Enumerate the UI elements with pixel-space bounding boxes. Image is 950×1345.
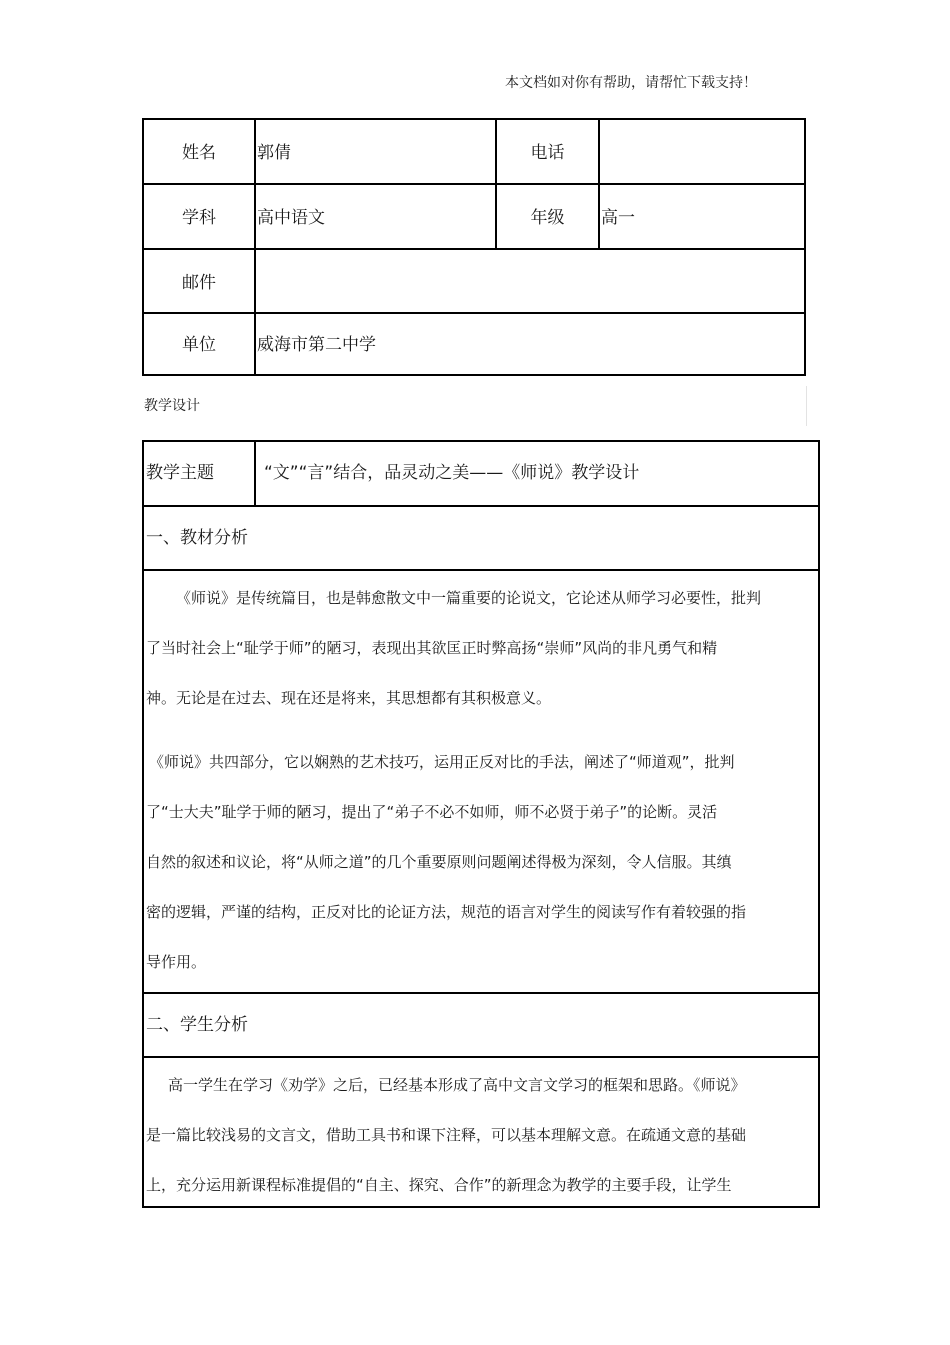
student-analysis-cell <box>144 1058 818 1206</box>
subject-label: 学科 <box>182 208 216 228</box>
info-row-email <box>144 250 804 314</box>
unit-label: 单位 <box>182 335 216 355</box>
info-row-name-phone <box>144 120 804 185</box>
text-line: 导作用。 <box>146 953 207 971</box>
grade-value: 高一 <box>601 208 635 228</box>
grade-label: 年级 <box>530 208 565 228</box>
divider <box>806 386 807 426</box>
email-value <box>257 250 804 312</box>
phone-label: 电话 <box>530 143 565 163</box>
material-heading: 一、教材分析 <box>144 507 818 571</box>
text-line: 《师说》是传统篇目，也是韩愈散文中一篇重要的论说文，它论述从师学习必要性，批判 <box>176 589 762 607</box>
teacher-info-table <box>142 118 806 376</box>
material-paragraph-1 <box>146 573 761 723</box>
text-line: 了当时社会上“耻学于师”的陋习，表现出其欲匡正时弊高扬“崇师”风尚的非凡勇气和精 <box>146 639 718 657</box>
unit-value: 威海市第二中学 <box>257 335 376 355</box>
subject-value: 高中语文 <box>257 208 325 228</box>
theme-row <box>144 442 818 507</box>
text-line: 了“士大夫”耻学于师的陋习，提出了“弟子不必不如师，师不必贤于弟子”的论断。灵活 <box>146 803 718 821</box>
student-paragraph <box>146 1060 746 1210</box>
material-analysis-cell <box>144 571 818 994</box>
info-row-subject-grade <box>144 185 804 250</box>
name-value: 郭倩 <box>257 143 291 163</box>
student-heading: 二、学生分析 <box>144 994 818 1058</box>
text-line: 上，充分运用新课程标准提倡的“自主、探究、合作”的新理念为教学的主要手段，让学生 <box>146 1176 732 1194</box>
text-line: 《师说》共四部分，它以娴熟的艺术技巧，运用正反对比的手法，阐述了“师道观”，批判 <box>149 753 735 771</box>
email-label: 邮件 <box>182 273 216 293</box>
teaching-design-table <box>142 440 820 1208</box>
theme-label: 教学主题 <box>146 463 214 483</box>
header-note: 本文档如对你有帮助，请帮忙下载支持！ <box>505 75 757 91</box>
text-line: 是一篇比较浅易的文言文，借助工具书和课下注释，可以基本理解文意。在疏通文意的基础 <box>146 1126 747 1144</box>
text-line: 神。无论是在过去、现在还是将来，其思想都有其积极意义。 <box>146 689 552 707</box>
name-label: 姓名 <box>182 143 216 163</box>
section-title: 教学设计 <box>144 398 200 414</box>
text-line: 自然的叙述和议论，将“从师之道”的几个重要原则问题阐述得极为深刻，令人信服。其缜 <box>146 853 732 871</box>
text-line: 密的逻辑，严谨的结构，正反对比的论证方法，规范的语言对学生的阅读写作有着较强的指 <box>146 903 747 921</box>
theme-value: “文”“言”结合，品灵动之美——《师说》教学设计 <box>264 463 640 483</box>
text-line: 高一学生在学习《劝学》之后，已经基本形成了高中文言文学习的框架和思路。《师说》 <box>168 1076 746 1094</box>
info-row-unit <box>144 314 804 374</box>
material-paragraph-2 <box>146 737 746 987</box>
phone-value <box>601 120 804 183</box>
